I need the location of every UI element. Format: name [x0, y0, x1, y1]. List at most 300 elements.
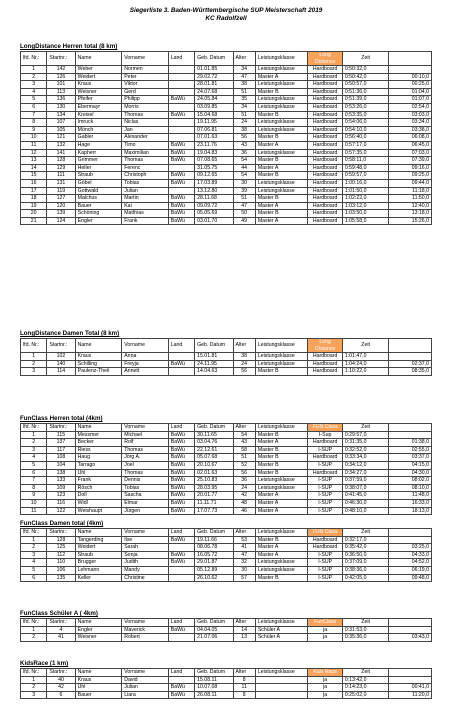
- table-cell: Uhl: [75, 684, 122, 692]
- table-cell: Schöning: [75, 210, 122, 218]
- table-cell: 15: [21, 172, 47, 180]
- table-cell: 0:57:17,0: [342, 141, 389, 149]
- column-header: lfd. Nr.:: [21, 339, 47, 353]
- table-cell: 35: [233, 96, 255, 104]
- table-cell: 3: [21, 446, 47, 454]
- table-cell: 40: [47, 676, 75, 684]
- table-cell: Hardboard: [308, 202, 342, 210]
- table-cell: 1:03:50,0: [342, 210, 389, 218]
- table-cell: 44: [233, 164, 255, 172]
- table-cell: 03.01.70: [195, 217, 233, 225]
- table-cell: I-SUP: [308, 484, 342, 492]
- table-cell: 106: [47, 566, 75, 574]
- table-cell: 5: [21, 566, 47, 574]
- table-cell: 53: [233, 536, 255, 544]
- table-cell: BaWü: [168, 439, 194, 447]
- table-cell: 2: [21, 544, 47, 552]
- table-cell: 00:25,0: [389, 81, 432, 89]
- table-cell: Hardboard: [308, 439, 342, 447]
- table-cell: Julian: [122, 684, 169, 692]
- column-header: Geb. Datum: [195, 669, 233, 677]
- table-cell: 25.10.83: [195, 477, 233, 485]
- table-row: [21, 559, 432, 567]
- table-cell: [168, 634, 194, 642]
- table-cell: 2: [21, 684, 47, 692]
- table-cell: [168, 164, 194, 172]
- table-cell: 03:34,0: [389, 119, 432, 127]
- table-cell: 05.07.68: [195, 454, 233, 462]
- table-cell: 1: [21, 66, 47, 74]
- table-cell: 0:48:10,0: [342, 507, 389, 515]
- table-cell: 01:07,0: [389, 96, 432, 104]
- table-cell: Hardboard: [308, 544, 342, 552]
- table-cell: Weisner: [75, 634, 122, 642]
- table-row: [21, 217, 432, 225]
- table-cell: 7: [21, 111, 47, 119]
- table-cell: 6: [21, 103, 47, 111]
- table-cell: 11:20,0: [389, 691, 432, 699]
- table-cell: [168, 574, 194, 582]
- table-cell: 52: [233, 461, 255, 469]
- column-header: Leistungsklasse: [255, 339, 308, 353]
- table-cell: Widl: [75, 499, 122, 507]
- table-cell: 1:05:58,0: [342, 217, 389, 225]
- table-cell: [168, 566, 194, 574]
- table-cell: Pfeifer: [75, 96, 122, 104]
- table-cell: 11.11.71: [195, 499, 233, 507]
- column-header: lfd. Nr.:: [21, 619, 47, 627]
- table-cell: BaWü: [168, 202, 194, 210]
- table-cell: 6: [21, 574, 47, 582]
- table-cell: Master B: [255, 172, 308, 180]
- table-cell: 00:10,0: [389, 73, 432, 81]
- table-cell: 38: [233, 126, 255, 134]
- table-row: [21, 66, 432, 74]
- column-header: Vorname: [122, 339, 169, 353]
- table-cell: 3: [21, 551, 47, 559]
- table-cell: 50: [233, 210, 255, 218]
- column-header: lfd. Nr.:: [21, 669, 47, 677]
- table-cell: Joel: [122, 461, 169, 469]
- table-cell: [389, 676, 432, 684]
- table-cell: Annett: [122, 368, 169, 376]
- table-cell: Leistungsklasse: [255, 103, 308, 111]
- table-cell: Hardboard: [308, 469, 342, 477]
- table-cell: Weidert: [75, 73, 122, 81]
- section-kidsrace: [20, 660, 432, 699]
- table-cell: Master A: [255, 507, 308, 515]
- table-cell: 05.05.69: [195, 210, 233, 218]
- table-cell: 0:34:27,0: [342, 469, 389, 477]
- table-cell: 133: [47, 477, 75, 485]
- table-cell: Tobias: [122, 179, 169, 187]
- table-cell: 07.08.65: [195, 157, 233, 165]
- table-cell: 08:10,0: [389, 484, 432, 492]
- table-cell: 107: [47, 119, 75, 127]
- table-row: [21, 544, 432, 552]
- table-cell: 07.06.81: [195, 126, 233, 134]
- table-cell: Imruck: [75, 119, 122, 127]
- table-cell: Viktor: [122, 81, 169, 89]
- table-cell: 02:55,0: [389, 446, 432, 454]
- table-cell: [168, 103, 194, 111]
- table-cell: 135: [47, 574, 75, 582]
- table-cell: 03:38,0: [389, 126, 432, 134]
- table-cell: 120: [47, 202, 75, 210]
- table-cell: 139: [47, 210, 75, 218]
- table-cell: 0:14:23,0: [342, 684, 389, 692]
- table-cell: BaWü: [168, 446, 194, 454]
- table-cell: 0:58:11,0: [342, 157, 389, 165]
- table-header-row: [21, 52, 432, 66]
- table-cell: Master A: [255, 73, 308, 81]
- table-cell: 21.07.06: [195, 634, 233, 642]
- table-cell: 09:48,0: [389, 574, 432, 582]
- table-cell: 11: [21, 141, 47, 149]
- table-cell: Elmar: [122, 499, 169, 507]
- table-cell: [255, 676, 308, 684]
- column-header: Name: [75, 529, 122, 537]
- column-header: lfd. Nr.:: [21, 424, 47, 432]
- table-cell: 14: [21, 164, 47, 172]
- table-row: [21, 684, 432, 692]
- table-cell: 0:46:30,0: [342, 499, 389, 507]
- table-cell: 29.02.72: [195, 73, 233, 81]
- table-cell: 20.01.77: [195, 492, 233, 500]
- table-cell: 15.01.81: [195, 353, 233, 361]
- table-cell: 0:31:35,0: [342, 439, 389, 447]
- table-cell: Philipp: [122, 96, 169, 104]
- table-cell: 11: [233, 684, 255, 692]
- table-cell: 47: [233, 551, 255, 559]
- table-row: [21, 461, 432, 469]
- table-cell: 17.03.89: [195, 179, 233, 187]
- table-cell: 43: [233, 141, 255, 149]
- table-cell: Master B: [255, 431, 308, 439]
- table-cell: 08:35,0: [389, 368, 432, 376]
- table-cell: Haug: [75, 454, 122, 462]
- table-cell: 4: [21, 454, 47, 462]
- table-cell: 116: [47, 499, 75, 507]
- table-cell: Hage: [75, 141, 122, 149]
- table-cell: Master B: [255, 368, 308, 376]
- table-cell: Leistungsklasse: [255, 149, 308, 157]
- table-cell: Gabler: [75, 134, 122, 142]
- table-cell: 114: [47, 368, 75, 376]
- table-cell: 51: [233, 195, 255, 203]
- section-title: LongDistance Damen Total (8 km): [20, 330, 120, 337]
- table-cell: Hardboard: [308, 66, 342, 74]
- table-cell: Lehmann: [75, 566, 122, 574]
- table-cell: Alexander: [122, 134, 169, 142]
- table-cell: Hardboard: [308, 141, 342, 149]
- table-cell: 0:29:57,0: [342, 431, 389, 439]
- table-cell: BaWü: [168, 691, 194, 699]
- table-cell: BaWü: [168, 461, 194, 469]
- table-cell: 15:26,0: [389, 217, 432, 225]
- results-table: [20, 423, 432, 515]
- table-cell: Master A: [255, 217, 308, 225]
- table-cell: 30.11.65: [195, 431, 233, 439]
- table-cell: 9: [21, 492, 47, 500]
- table-row: [21, 157, 432, 165]
- table-cell: 08:02,0: [389, 477, 432, 485]
- column-header: Vorname: [122, 52, 169, 66]
- table-cell: 42: [47, 684, 75, 692]
- table-cell: 11:18,0: [389, 187, 432, 195]
- table-cell: 19: [21, 202, 47, 210]
- results-table: [20, 338, 432, 376]
- table-cell: BaWü: [168, 172, 194, 180]
- table-cell: Mandy: [122, 566, 169, 574]
- table-cell: BaWü: [168, 559, 194, 567]
- table-cell: I-SUP: [308, 566, 342, 574]
- table-cell: Tobias: [122, 484, 169, 492]
- table-cell: Hardboard: [308, 360, 342, 368]
- table-cell: 05.12.89: [195, 566, 233, 574]
- table-cell: 0:59:48,0: [342, 164, 389, 172]
- table-cell: 12:40,0: [389, 202, 432, 210]
- table-cell: [255, 691, 308, 699]
- table-header-row: [21, 669, 432, 677]
- table-cell: [168, 676, 194, 684]
- table-cell: Hardboard: [308, 179, 342, 187]
- table-cell: I-SUP: [308, 574, 342, 582]
- table-cell: Weber: [75, 66, 122, 74]
- table-cell: 0:37:59,0: [342, 477, 389, 485]
- table-cell: Kraus: [75, 81, 122, 89]
- table-cell: Master B: [255, 574, 308, 582]
- column-header: Long Distance: [308, 339, 342, 353]
- table-cell: BaWü: [168, 484, 194, 492]
- table-cell: 125: [47, 544, 75, 552]
- table-cell: 108: [47, 454, 75, 462]
- table-cell: BaWü: [168, 477, 194, 485]
- table-cell: 10: [21, 134, 47, 142]
- table-cell: Leistungsklasse: [255, 559, 308, 567]
- table-cell: 56: [233, 134, 255, 142]
- table-cell: BaWü: [168, 499, 194, 507]
- table-cell: 1: [21, 353, 47, 361]
- table-cell: Riess: [75, 446, 122, 454]
- table-cell: 113: [47, 88, 75, 96]
- column-header: [389, 52, 432, 66]
- results-table: [20, 668, 432, 699]
- table-cell: Sascha: [122, 492, 169, 500]
- table-cell: 24.11.95: [195, 360, 233, 368]
- table-row: [21, 454, 432, 462]
- table-cell: 0:36:50,0: [342, 551, 389, 559]
- table-cell: [168, 73, 194, 81]
- table-cell: 03.04.76: [195, 439, 233, 447]
- table-cell: Master B: [255, 454, 308, 462]
- column-header: Startnr.:: [47, 339, 75, 353]
- table-cell: [168, 544, 194, 552]
- table-cell: Hardboard: [308, 81, 342, 89]
- column-header: FUN Class: [308, 529, 342, 537]
- column-header: Leistungsklasse: [255, 669, 308, 677]
- table-row: [21, 484, 432, 492]
- table-cell: Bauer: [75, 202, 122, 210]
- table-cell: Leistungsklasse: [255, 353, 308, 361]
- table-cell: Ilse: [122, 536, 169, 544]
- column-header: Geb. Datum: [195, 529, 233, 537]
- table-cell: 24.07.68: [195, 88, 233, 96]
- table-cell: 03:25,0: [389, 544, 432, 552]
- table-cell: Mönch: [75, 126, 122, 134]
- table-cell: Hardboard: [308, 103, 342, 111]
- table-cell: Keller: [75, 574, 122, 582]
- column-header: Zeit: [342, 529, 389, 537]
- table-cell: 1:03:12,0: [342, 202, 389, 210]
- table-cell: 5: [21, 96, 47, 104]
- table-cell: Michael: [122, 431, 169, 439]
- table-cell: Becker: [75, 439, 122, 447]
- table-cell: 04:30,0: [389, 469, 432, 477]
- table-cell: 24: [233, 119, 255, 127]
- table-cell: 3: [21, 691, 47, 699]
- table-cell: 21: [21, 217, 47, 225]
- table-row: [21, 574, 432, 582]
- table-cell: Frank: [122, 217, 169, 225]
- table-cell: 130: [47, 103, 75, 111]
- table-cell: 38: [233, 353, 255, 361]
- table-cell: Uhl: [75, 469, 122, 477]
- table-cell: 51: [233, 88, 255, 96]
- table-cell: Tarrago: [75, 461, 122, 469]
- column-header: [389, 339, 432, 353]
- table-cell: BaWü: [168, 684, 194, 692]
- table-row: [21, 360, 432, 368]
- table-cell: 0:38:07,0: [342, 484, 389, 492]
- table-cell: 128: [47, 536, 75, 544]
- column-header: Zeit: [342, 424, 389, 432]
- table-cell: Master B: [255, 195, 308, 203]
- table-cell: 3: [21, 81, 47, 89]
- table-cell: 0:53:26,0: [342, 103, 389, 111]
- column-header: Startnr.:: [47, 669, 75, 677]
- table-cell: I-SUP: [308, 507, 342, 515]
- table-cell: Leistungsklasse: [255, 484, 308, 492]
- table-cell: 0:35:36,0: [342, 634, 389, 642]
- table-cell: Hardboard: [308, 96, 342, 104]
- column-header: Alter: [233, 619, 255, 627]
- table-cell: 56: [233, 469, 255, 477]
- table-row: [21, 202, 432, 210]
- column-header: Geb. Datum: [195, 52, 233, 66]
- table-cell: 57: [233, 574, 255, 582]
- table-cell: Engler: [75, 217, 122, 225]
- table-cell: BaWü: [168, 179, 194, 187]
- table-cell: 06:19,0: [389, 566, 432, 574]
- table-cell: 1: [21, 626, 47, 634]
- table-row: [21, 73, 432, 81]
- table-cell: 24: [233, 360, 255, 368]
- table-cell: Normen: [122, 66, 169, 74]
- table-cell: 22.12.61: [195, 446, 233, 454]
- table-cell: [168, 353, 194, 361]
- table-cell: 13.12.80: [195, 187, 233, 195]
- table-cell: [168, 66, 194, 74]
- table-cell: 48: [233, 499, 255, 507]
- column-header: Alter: [233, 339, 255, 353]
- column-header: Alter: [233, 424, 255, 432]
- table-cell: Messmer: [75, 431, 122, 439]
- table-cell: 134: [47, 111, 75, 119]
- table-cell: Doll: [75, 492, 122, 500]
- table-cell: 20.10.67: [195, 461, 233, 469]
- table-row: [21, 353, 432, 361]
- table-cell: Straub: [75, 551, 122, 559]
- section-title: LongDistance Herren total (8 km): [20, 43, 118, 50]
- table-cell: 0:13:42,0: [342, 676, 389, 684]
- table-cell: Anna: [122, 353, 169, 361]
- table-cell: 03:03,0: [389, 111, 432, 119]
- table-cell: 24: [233, 484, 255, 492]
- table-cell: Master A: [255, 499, 308, 507]
- table-cell: Schüler A: [255, 626, 308, 634]
- results-table: [20, 618, 432, 642]
- table-cell: I-SUP: [308, 492, 342, 500]
- table-cell: 141: [47, 149, 75, 157]
- table-cell: 30: [233, 566, 255, 574]
- table-cell: Hardboard: [308, 536, 342, 544]
- table-cell: 28.01.81: [195, 81, 233, 89]
- table-cell: [168, 119, 194, 127]
- table-cell: Malchus: [75, 195, 122, 203]
- table-cell: 13: [21, 157, 47, 165]
- section-funclass-damen: [20, 520, 432, 582]
- table-cell: 12: [21, 149, 47, 157]
- table-row: [21, 566, 432, 574]
- column-header: Land: [168, 619, 194, 627]
- table-row: [21, 164, 432, 172]
- table-row: [21, 439, 432, 447]
- column-header: Name: [75, 424, 122, 432]
- table-cell: 0:50:32,0: [342, 66, 389, 74]
- table-cell: 38: [233, 81, 255, 89]
- table-cell: 0:34:12,0: [342, 461, 389, 469]
- table-cell: 126: [47, 73, 75, 81]
- table-cell: 56: [233, 368, 255, 376]
- table-cell: ja: [308, 684, 342, 692]
- table-cell: Thomas: [122, 469, 169, 477]
- column-header: [389, 669, 432, 677]
- table-cell: Hardboard: [308, 119, 342, 127]
- column-header: Zeit: [342, 339, 389, 353]
- table-cell: 0:57:35,0: [342, 149, 389, 157]
- table-cell: Leistungsklasse: [255, 96, 308, 104]
- column-header: lfd. Nr.:: [21, 529, 47, 537]
- table-cell: BaWü: [168, 469, 194, 477]
- table-cell: David: [122, 676, 169, 684]
- table-row: [21, 81, 432, 89]
- table-cell: Master A: [255, 439, 308, 447]
- table-row: [21, 210, 432, 218]
- table-cell: 36: [233, 477, 255, 485]
- table-cell: 16.05.72: [195, 551, 233, 559]
- table-cell: 02.01.63: [195, 469, 233, 477]
- table-cell: 23.11.76: [195, 141, 233, 149]
- table-cell: 31.05.75: [195, 164, 233, 172]
- column-header: Vorname: [122, 529, 169, 537]
- table-cell: Hardboard: [308, 187, 342, 195]
- table-cell: 105: [47, 126, 75, 134]
- table-cell: Master B: [255, 157, 308, 165]
- column-header: Leistungsklasse: [255, 52, 308, 66]
- table-cell: Master B: [255, 111, 308, 119]
- table-cell: Weishaupt: [75, 507, 122, 515]
